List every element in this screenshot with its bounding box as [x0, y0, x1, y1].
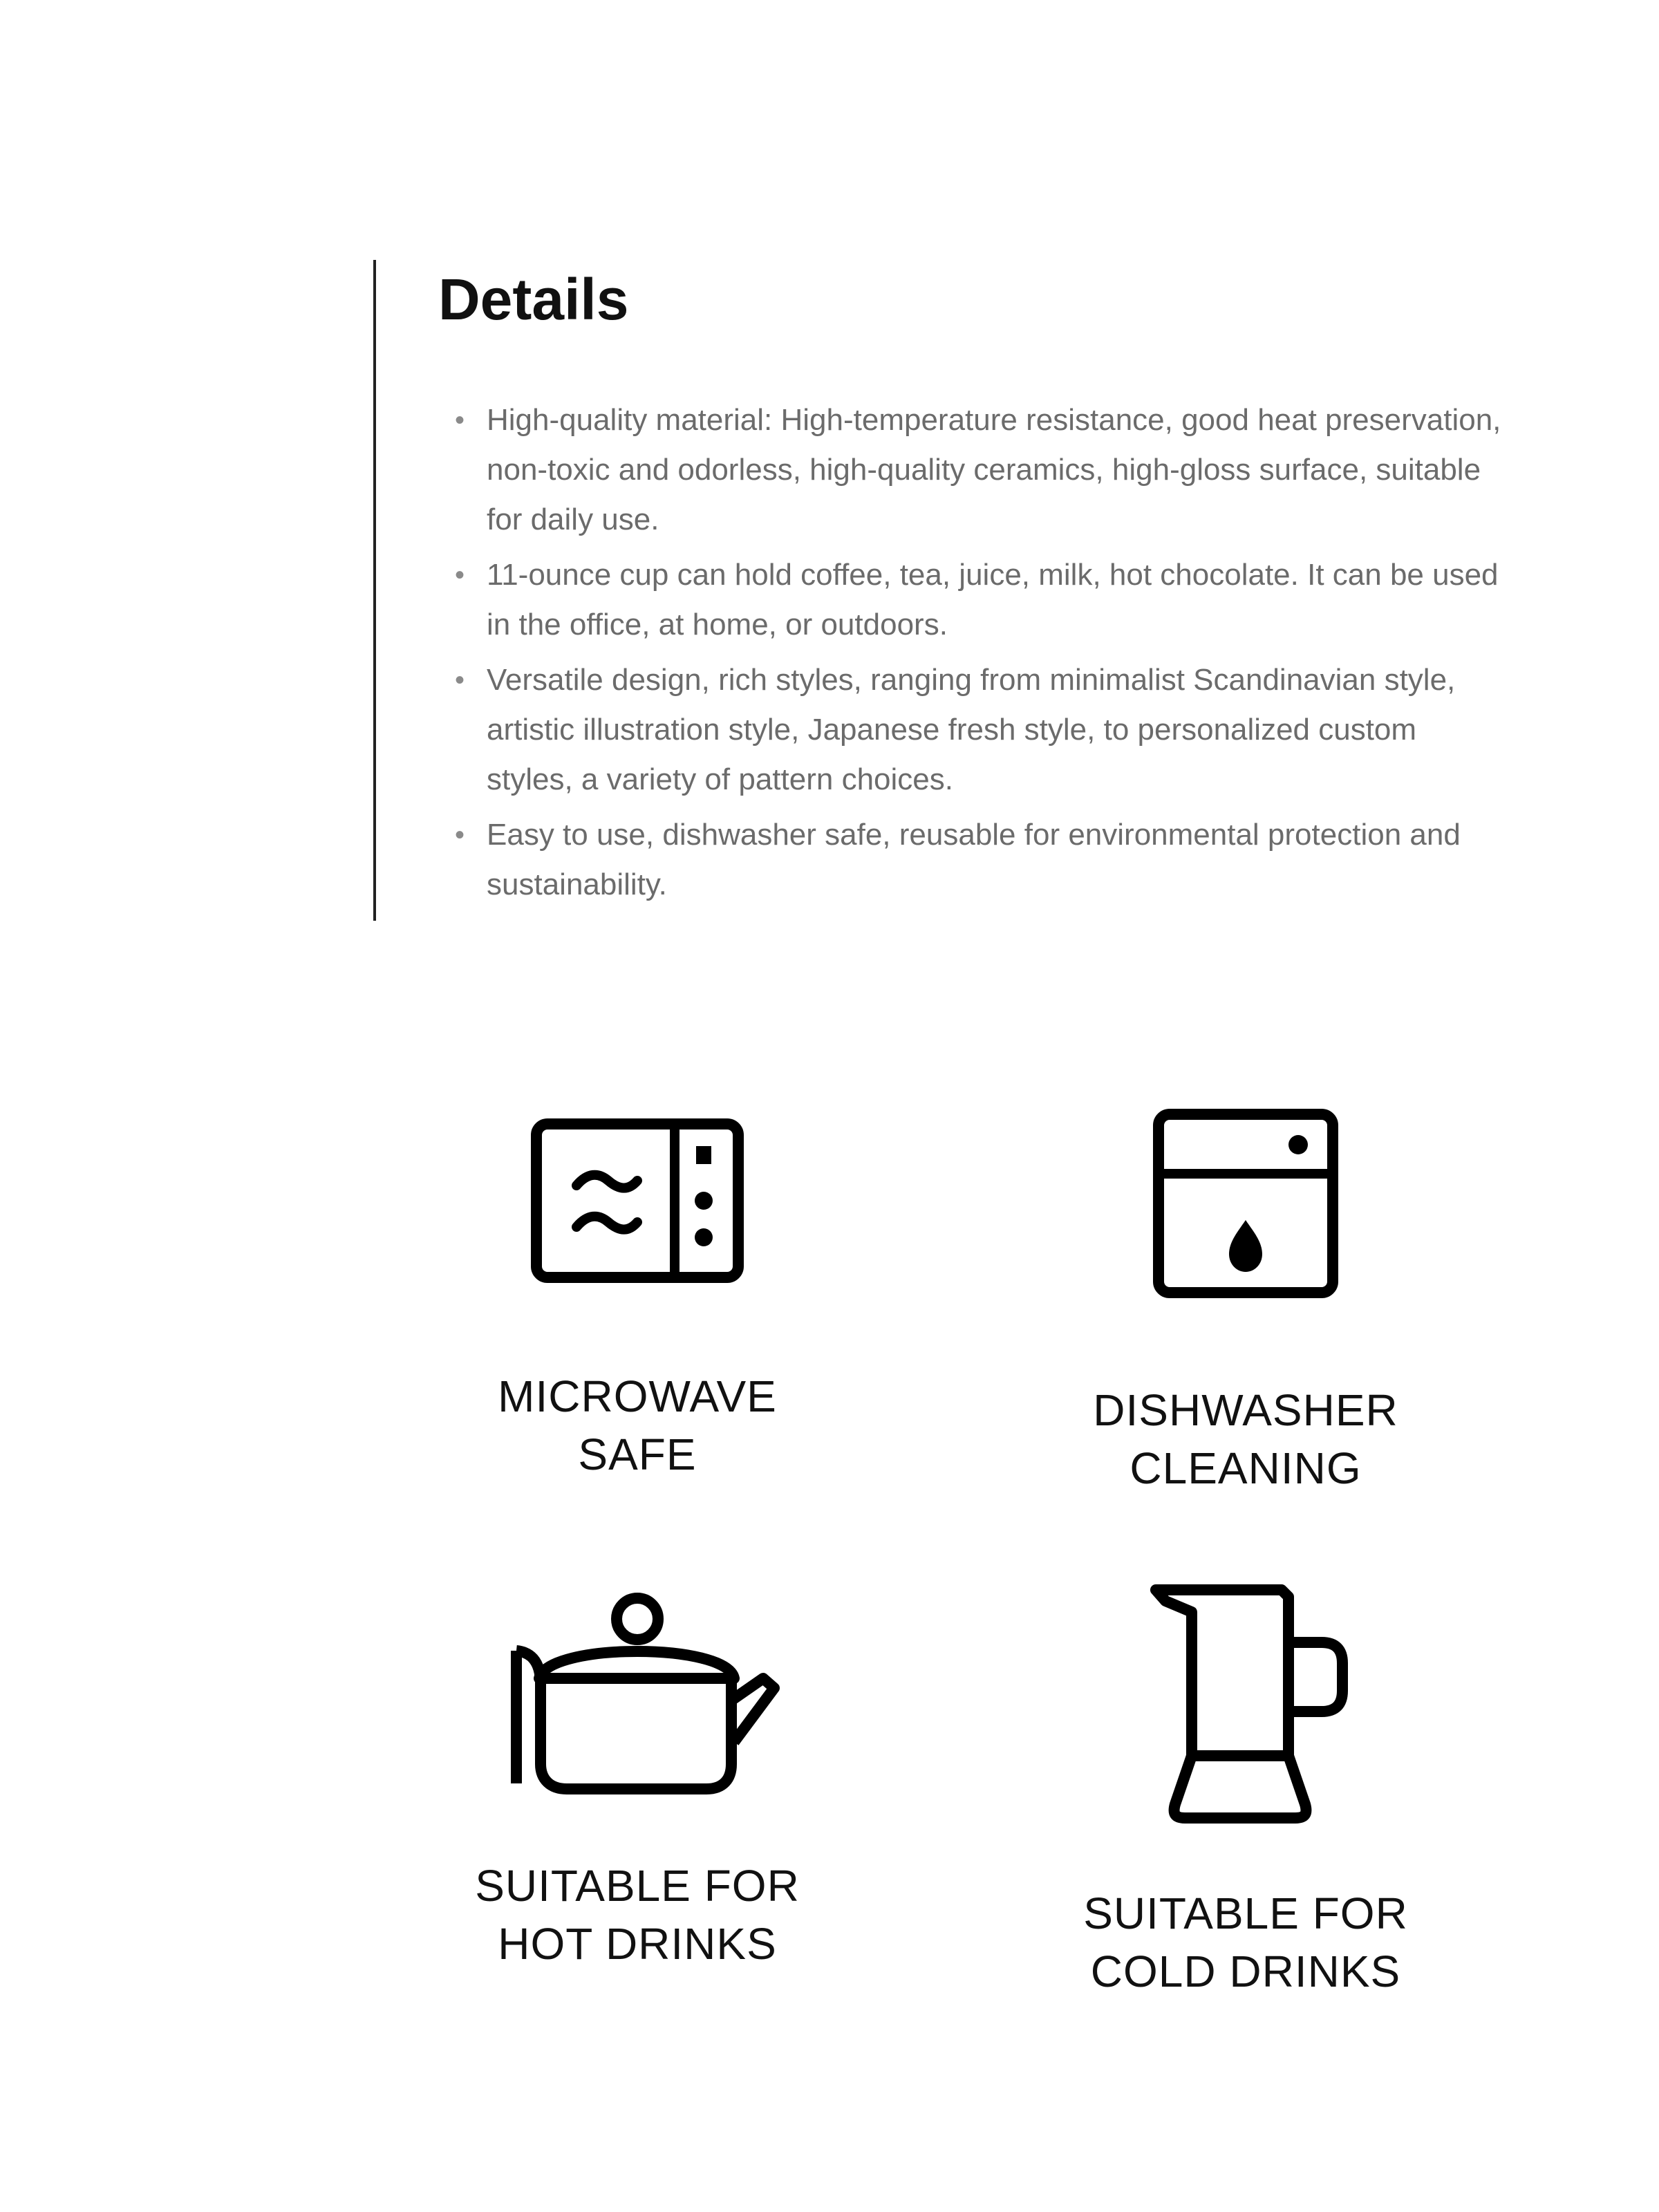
feature-label: SUITABLE FOR HOT DRINKS — [475, 1861, 800, 1969]
feature-hot-drinks — [395, 1583, 879, 1973]
feature-cold-drinks — [1004, 1583, 1488, 2000]
list-item — [455, 550, 1510, 650]
list-item-text: 11-ounce cup can hold coffee, tea, juice, milk, hot chocolate. It can be used in the office, at home, or outdoors. — [487, 558, 1499, 641]
list-item-text: Versatile design, rich styles, ranging from minimalist Scandinavian style, artistic illustration style, Japanese fresh style, to personalized custom styles, a variety of pattern choices. — [487, 663, 1456, 796]
bullet: • — [455, 405, 465, 435]
teapot-icon — [492, 1583, 782, 1804]
feature-label: DISHWASHER CLEANING — [1093, 1385, 1398, 1493]
bullet: • — [455, 820, 465, 850]
bullet: • — [455, 560, 465, 590]
list-item-text: Easy to use, dishwasher safe, reusable for environmental protection and sustainability. — [487, 818, 1461, 901]
details-title: Details — [438, 267, 629, 332]
details-section — [373, 260, 1548, 921]
list-item — [455, 810, 1510, 910]
details-list — [455, 395, 1510, 915]
pitcher-icon — [1135, 1583, 1356, 1832]
dishwasher-icon — [1142, 1106, 1349, 1300]
list-item — [455, 655, 1510, 805]
feature-label: MICROWAVE SAFE — [498, 1371, 777, 1479]
microwave-icon — [527, 1106, 748, 1286]
list-item-text: High-quality material: High-temperature resistance, good heat preservation, non-toxic and odorless, high-quality ceramics, high-gloss surface, suitable for daily use. — [487, 403, 1501, 536]
feature-dishwasher-cleaning — [1004, 1106, 1488, 1497]
bullet: • — [455, 665, 465, 695]
list-item — [455, 395, 1510, 545]
feature-label: SUITABLE FOR COLD DRINKS — [1083, 1888, 1408, 1996]
feature-microwave-safe — [395, 1106, 879, 1483]
